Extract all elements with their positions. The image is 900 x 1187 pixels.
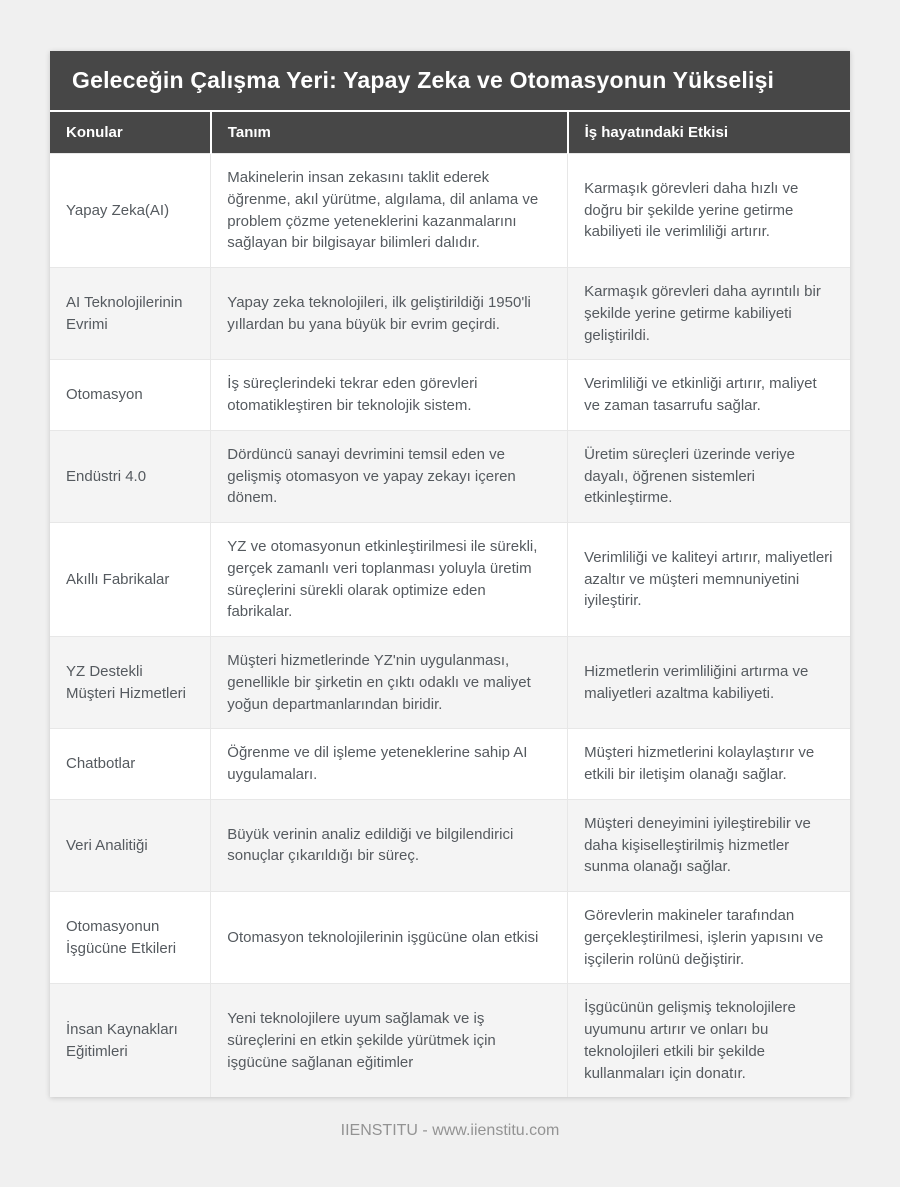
impact-cell: Müşteri deneyimini iyileştirebilir ve daha kişiselleştirilmiş hizmetler sunma olanağı sağlar. — [568, 799, 850, 891]
impact-cell: Verimliliği ve kaliteyi artırır, maliyetleri azaltır ve müşteri memnuniyetini iyileştirir. — [568, 523, 850, 637]
topic-cell: Yapay Zeka(AI) — [50, 154, 211, 268]
impact-cell: İşgücünün gelişmiş teknolojilere uyumunu artırır ve onları bu teknolojileri etkili bir şekilde kullanmaları için donatır. — [568, 984, 850, 1098]
table-row — [50, 430, 850, 522]
impact-cell: Karmaşık görevleri daha hızlı ve doğru bir şekilde yerine getirme kabiliyeti ile verimliliği artırır. — [568, 154, 850, 268]
topic-cell: YZ Destekli Müşteri Hizmetleri — [50, 637, 211, 729]
footer-credit: IIENSTITU - www.iienstitu.com — [340, 1122, 560, 1140]
topic-cell: İnsan Kaynakları Eğitimleri — [50, 984, 211, 1098]
table-body — [50, 154, 850, 1098]
table-header — [50, 111, 850, 154]
definition-cell: Yapay zeka teknolojileri, ilk geliştirildiği 1950'li yıllardan bu yana büyük bir evrim geçirdi. — [211, 268, 568, 360]
content-card — [50, 51, 850, 1097]
table-row — [50, 637, 850, 729]
topic-cell: Veri Analitiği — [50, 799, 211, 891]
table-row — [50, 892, 850, 984]
impact-cell: Karmaşık görevleri daha ayrıntılı bir şekilde yerine getirme kabiliyeti geliştirildi. — [568, 268, 850, 360]
impact-cell: Verimliliği ve etkinliği artırır, maliyet ve zaman tasarrufu sağlar. — [568, 360, 850, 431]
table-row — [50, 523, 850, 637]
table-row — [50, 984, 850, 1098]
table-row — [50, 268, 850, 360]
definition-cell: Yeni teknolojilere uyum sağlamak ve iş süreçlerini en etkin şekilde yürütmek için işgücüne sağlanan eğitimler — [211, 984, 568, 1098]
definition-cell: Büyük verinin analiz edildiği ve bilgilendirici sonuçlar çıkarıldığı bir süreç. — [211, 799, 568, 891]
column-header-impact: İş hayatındaki Etkisi — [568, 111, 850, 154]
table-row — [50, 360, 850, 431]
impact-cell: Üretim süreçleri üzerinde veriye dayalı, öğrenen sistemleri etkinleştirme. — [568, 430, 850, 522]
table-row — [50, 154, 850, 268]
column-header-topics: Konular — [50, 111, 211, 154]
page-title: Geleceğin Çalışma Yeri: Yapay Zeka ve Otomasyonun Yükselişi — [50, 51, 850, 110]
definition-cell: Otomasyon teknolojilerinin işgücüne olan etkisi — [211, 892, 568, 984]
topic-cell: AI Teknolojilerinin Evrimi — [50, 268, 211, 360]
topic-cell: Akıllı Fabrikalar — [50, 523, 211, 637]
impact-cell: Hizmetlerin verimliliğini artırma ve maliyetleri azaltma kabiliyeti. — [568, 637, 850, 729]
impact-cell: Görevlerin makineler tarafından gerçekleştirilmesi, işlerin yapısını ve işçilerin rolünü değiştirir. — [568, 892, 850, 984]
table-row — [50, 799, 850, 891]
definition-cell: Müşteri hizmetlerinde YZ'nin uygulanması, genellikle bir şirketin en çıktı odaklı ve maliyet yoğun departmanlarından biridir. — [211, 637, 568, 729]
definition-cell: Öğrenme ve dil işleme yeteneklerine sahip AI uygulamaları. — [211, 729, 568, 800]
column-header-definition: Tanım — [211, 111, 568, 154]
definition-cell: YZ ve otomasyonun etkinleştirilmesi ile sürekli, gerçek zamanlı veri toplanması yoluyla üretim süreçlerini sürekli olarak optimize eden fabrikalar. — [211, 523, 568, 637]
topic-cell: Chatbotlar — [50, 729, 211, 800]
impact-cell: Müşteri hizmetlerini kolaylaştırır ve etkili bir iletişim olanağı sağlar. — [568, 729, 850, 800]
definition-cell: Dördüncü sanayi devrimini temsil eden ve gelişmiş otomasyon ve yapay zekayı içeren dönem. — [211, 430, 568, 522]
table-row — [50, 729, 850, 800]
definition-cell: İş süreçlerindeki tekrar eden görevleri otomatikleştiren bir teknolojik sistem. — [211, 360, 568, 431]
definition-cell: Makinelerin insan zekasını taklit ederek öğrenme, akıl yürütme, algılama, dil anlama ve problem çözme yeteneklerini kazanmalarını sağlayan bir bilgisayar bilimleri dalıdır. — [211, 154, 568, 268]
topic-cell: Otomasyonun İşgücüne Etkileri — [50, 892, 211, 984]
topic-cell: Endüstri 4.0 — [50, 430, 211, 522]
topics-table — [50, 110, 850, 1097]
topic-cell: Otomasyon — [50, 360, 211, 431]
